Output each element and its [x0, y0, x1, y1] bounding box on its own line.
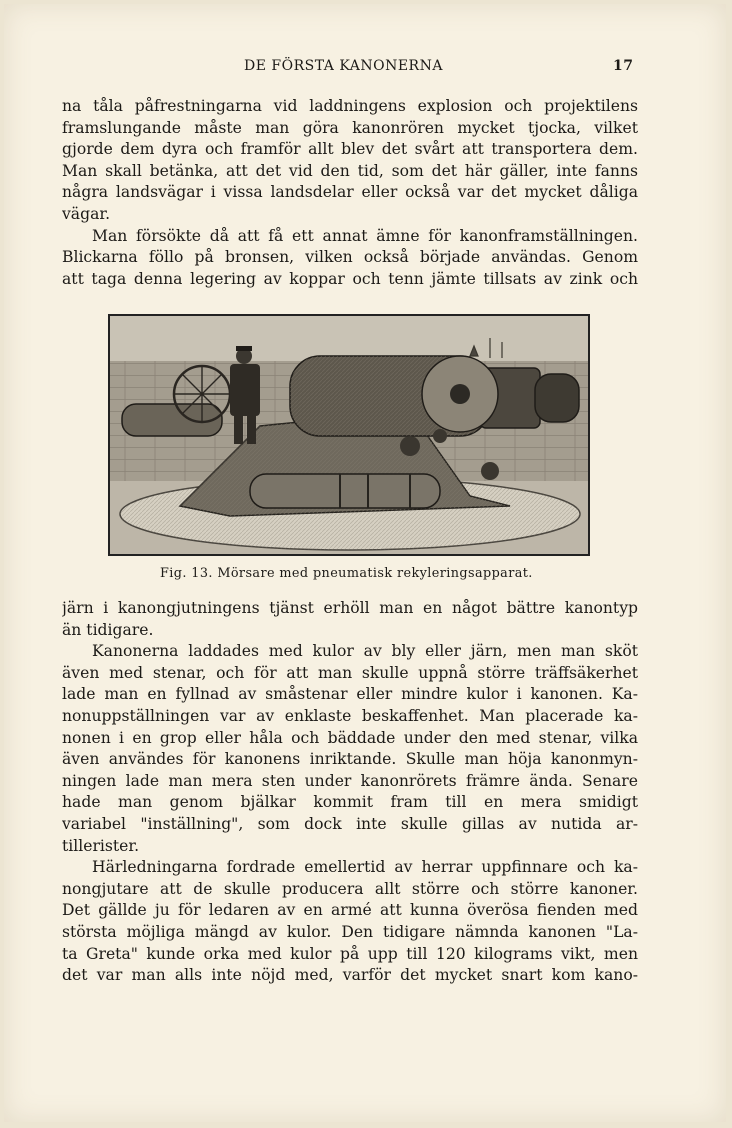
text-line: ta Greta" kunde orka med kulor på upp till 120 kilograms vikt, men — [62, 944, 638, 963]
text-line: Det gällde ju för ledaren av en armé att kunna överösa fienden med — [62, 901, 638, 920]
text-line: na tåla påfrestningarna vid laddningens explosion och projektilens — [62, 97, 638, 115]
page-number: 17 — [613, 58, 634, 74]
text-line: Man skall betänka, att det vid den tid, som det här gäller, inte fanns — [62, 161, 638, 180]
text-line: ningen lade man mera sten under kanonrörets främre ända. Senare — [62, 771, 638, 790]
text-line: Man försökte då att få ett annat ämne för kanonframställningen. — [92, 226, 638, 245]
text-line: nongjutare att de skulle producera allt större och större kanoner. — [62, 879, 638, 898]
chapter-title: DE FÖRSTA KANONERNA — [244, 58, 443, 74]
text-line: största möjliga mängd av kulor. Den tidigare nämnda kanonen "La- — [62, 922, 638, 941]
text-line: att taga denna legering av koppar och tenn jämte tillsats av zink och — [62, 269, 638, 288]
text-line: gjorde dem dyra och framför allt blev det svårt att transportera dem. — [62, 140, 638, 159]
text-line: det var man alls inte nöjd med, varför det mycket snart kom kano- — [62, 966, 638, 985]
text-block-bottom — [62, 598, 638, 987]
text-block-top — [62, 96, 638, 290]
figure-mortar-illustration — [108, 314, 590, 556]
text-line: Härledningarna fordrade emellertid av herrar uppfinnare och ka- — [92, 858, 638, 877]
text-line: hade man genom bjälkar kommit fram till en mera smidigt — [62, 793, 638, 812]
text-line: Blickarna föllo på bronsen, vilken också började användas. Genom — [62, 248, 638, 267]
text-line: järn i kanongjutningens tjänst erhöll man en något bättre kanontyp — [62, 599, 638, 617]
text-line: än tidigare. — [62, 620, 154, 639]
text-line: nonen i en grop eller håla och bäddade under den med stenar, vilka — [62, 728, 638, 747]
mortar-engraving — [110, 316, 588, 554]
text-line: vägar. — [62, 204, 111, 223]
figure-caption: Fig. 13. Mörsare med pneumatisk rekyleringsapparat. — [160, 566, 533, 581]
text-line: även med stenar, och för att man skulle uppnå större träffsäkerhet — [62, 663, 638, 682]
text-line: några landsvägar i vissa landsdelar eller också var det mycket dåliga — [62, 183, 638, 202]
running-header — [0, 58, 732, 82]
text-line: tillerister. — [62, 836, 140, 855]
text-line: nonuppställningen var av enklaste beskaffenhet. Man placerade ka- — [62, 706, 638, 725]
text-line: lade man en fyllnad av småstenar eller mindre kulor i kanonen. Ka- — [62, 685, 638, 704]
text-line: även användes för kanonens inriktande. Skulle man höja kanonmyn- — [62, 750, 638, 769]
text-line: Kanonerna laddades med kulor av bly eller järn, men man sköt — [92, 642, 638, 661]
text-line: variabel "inställning", som dock inte skulle gillas av nutida ar- — [62, 814, 638, 833]
text-line: framslungande måste man göra kanonrören mycket tjocka, vilket — [62, 118, 638, 137]
